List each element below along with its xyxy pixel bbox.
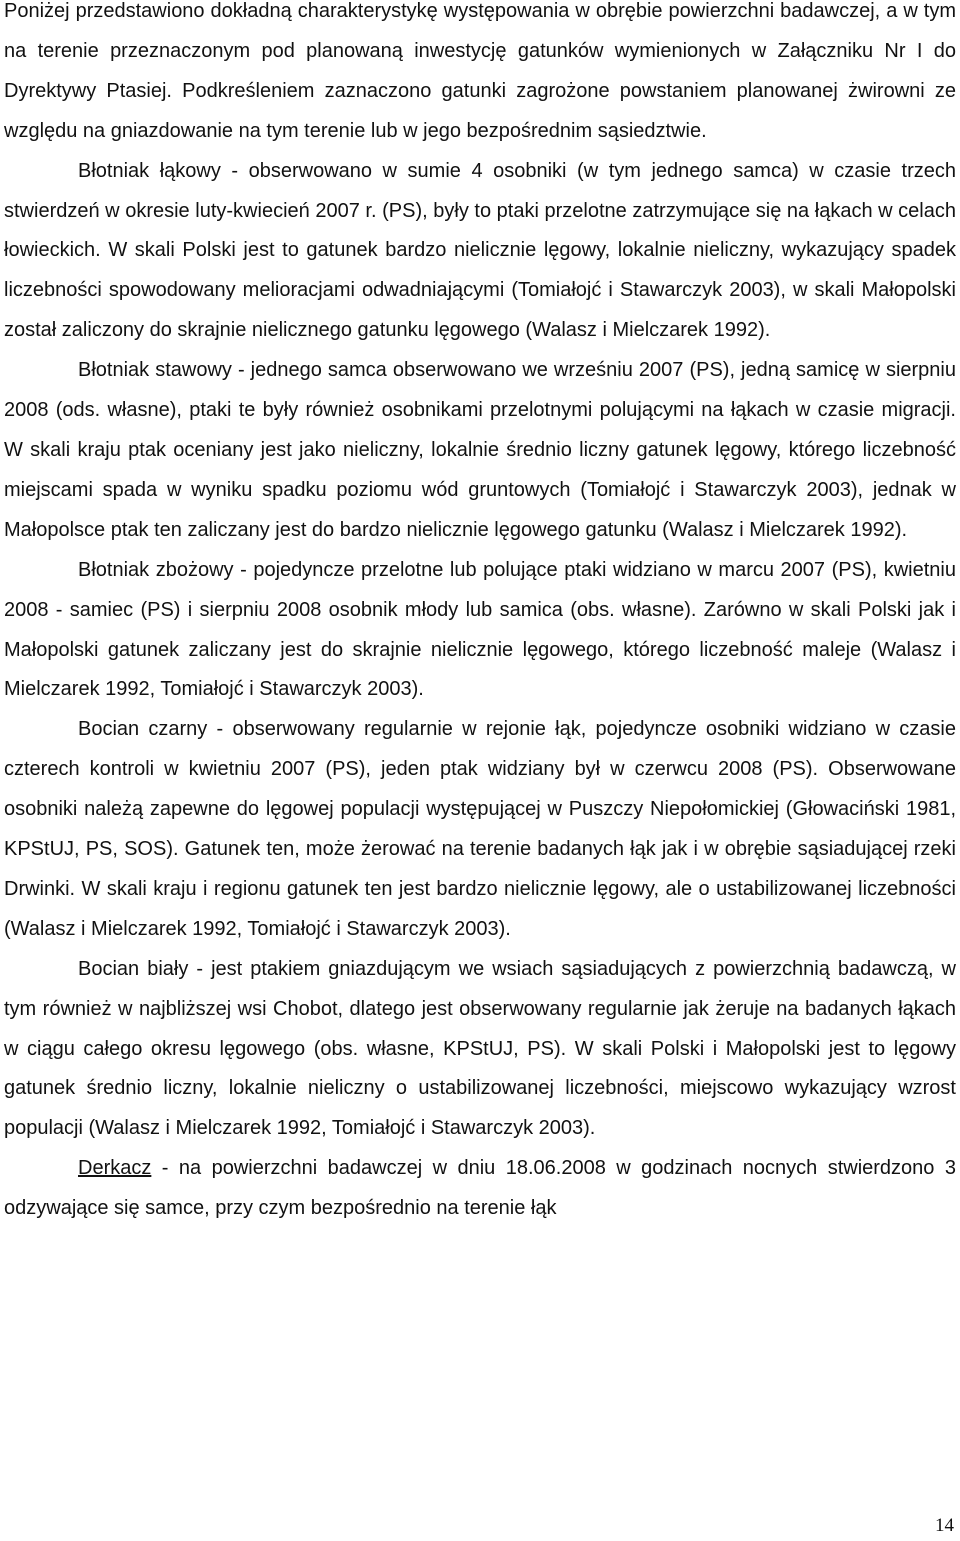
- paragraph-blotniak-stawowy: [4, 351, 956, 551]
- paragraph-text: Poniżej przedstawiono dokładną charakterystykę występowania w obrębie powierzchni badawczej, a w tym na terenie przeznaczonym pod planowaną inwestycję gatunków wymienionych w Załączniku Nr I do Dyrektywy Ptasiej. Podkreśleniem zaznaczono gatunki zagrożone powstaniem planowanej żwirowni ze względu na gniazdowanie na tym terenie lub w jego bezpośrednim sąsiedztwie.: [4, 0, 956, 142]
- species-name-underlined: Derkacz: [78, 1157, 152, 1180]
- paragraph-text: Bocian biały - jest ptakiem gniazdującym we wsiach sąsiadujących z powierzchnią badawczą, w tym również w najbliższej wsi Chobot, dlatego jest obserwowany regularnie jak żeruje na badanych łąkach w ciągu całego okresu lęgowego (obs. własne, KPStUJ, PS). W skali Polski i Małopolski jest to lęgowy gatunek średnio liczny, lokalnie nieliczny o ustabilizowanej liczebności, miejscowo wykazujący wzrost populacji (Walasz i Mielczarek 1992, Tomiałojć i Stawarczyk 2003).: [4, 957, 956, 1140]
- paragraph-text: Bocian czarny - obserwowany regularnie w rejonie łąk, pojedyncze osobniki widziano w czasie czterech kontroli w kwietniu 2007 (PS), jeden ptak widziany był w czerwcu 2008 (PS). Obserwowane osobniki należą zapewne do lęgowej populacji występującej w Puszczy Niepołomickiej (Głowaciński 1981, KPStUJ, PS, SOS). Gatunek ten, może żerować na terenie badanych łąk jak i w obrębie sąsiadującej rzeki Drwinki. W skali kraju i regionu gatunek ten jest bardzo nielicznie lęgowy, ale o ustabilizowanej liczebności (Walasz i Mielczarek 1992, Tomiałojć i Stawarczyk 2003).: [4, 718, 956, 940]
- paragraph-blotniak-lakowy: [4, 152, 956, 352]
- paragraph-text: Błotniak stawowy - jednego samca obserwowano we wrześniu 2007 (PS), jedną samicę w sierpniu 2008 (ods. własne), ptaki te były również osobnikami przelotnymi polującymi na łąkach w czasie migracji. W skali kraju ptak oceniany jest jako nieliczny, lokalnie średnio liczny gatunek lęgowy, którego liczebność miejscami spada w wyniku spadku poziomu wód gruntowych (Tomiałojć i Stawarczyk 2003), jednak w Małopolsce ptak ten zaliczany jest do bardzo nielicznie lęgowego gatunku (Walasz i Mielczarek 1992).: [4, 359, 956, 541]
- paragraph-derkacz: [4, 1149, 956, 1229]
- paragraph-intro: [4, 0, 956, 152]
- paragraph-bocian-czarny: [4, 710, 956, 949]
- document-body: [4, 0, 956, 1229]
- paragraph-bocian-bialy: [4, 950, 956, 1150]
- paragraph-text: Błotniak zbożowy - pojedyncze przelotne lub polujące ptaki widziano w marcu 2007 (PS), kwietniu 2008 - samiec (PS) i sierpniu 2008 osobnik młody lub samica (obs. własne). Zarówno w skali Polski jak i Małopolski gatunek zaliczany jest do skrajnie nielicznie lęgowego, którego liczebność maleje (Walasz i Mielczarek 1992, Tomiałojć i Stawarczyk 2003).: [4, 558, 956, 701]
- paragraph-blotniak-zbozowy: [4, 551, 956, 711]
- page-number: 14: [935, 1515, 954, 1536]
- paragraph-text: - na powierzchni badawczej w dniu 18.06.2008 w godzinach nocnych stwierdzono 3 odzywające się samce, przy czym bezpośrednio na terenie łąk: [4, 1157, 956, 1220]
- paragraph-text: Błotniak łąkowy - obserwowano w sumie 4 osobniki (w tym jednego samca) w czasie trzech stwierdzeń w okresie luty-kwiecień 2007 r. (PS), były to ptaki przelotne zatrzymujące się na łąkach w celach łowieckich. W skali Polski jest to gatunek bardzo nielicznie lęgowy, lokalnie nieliczny, wykazujący spadek liczebności spowodowany melioracjami odwadniającymi (Tomiałojć i Stawarczyk 2003), w skali Małopolski został zaliczony do skrajnie nielicznego gatunku lęgowego (Walasz i Mielczarek 1992).: [4, 159, 956, 342]
